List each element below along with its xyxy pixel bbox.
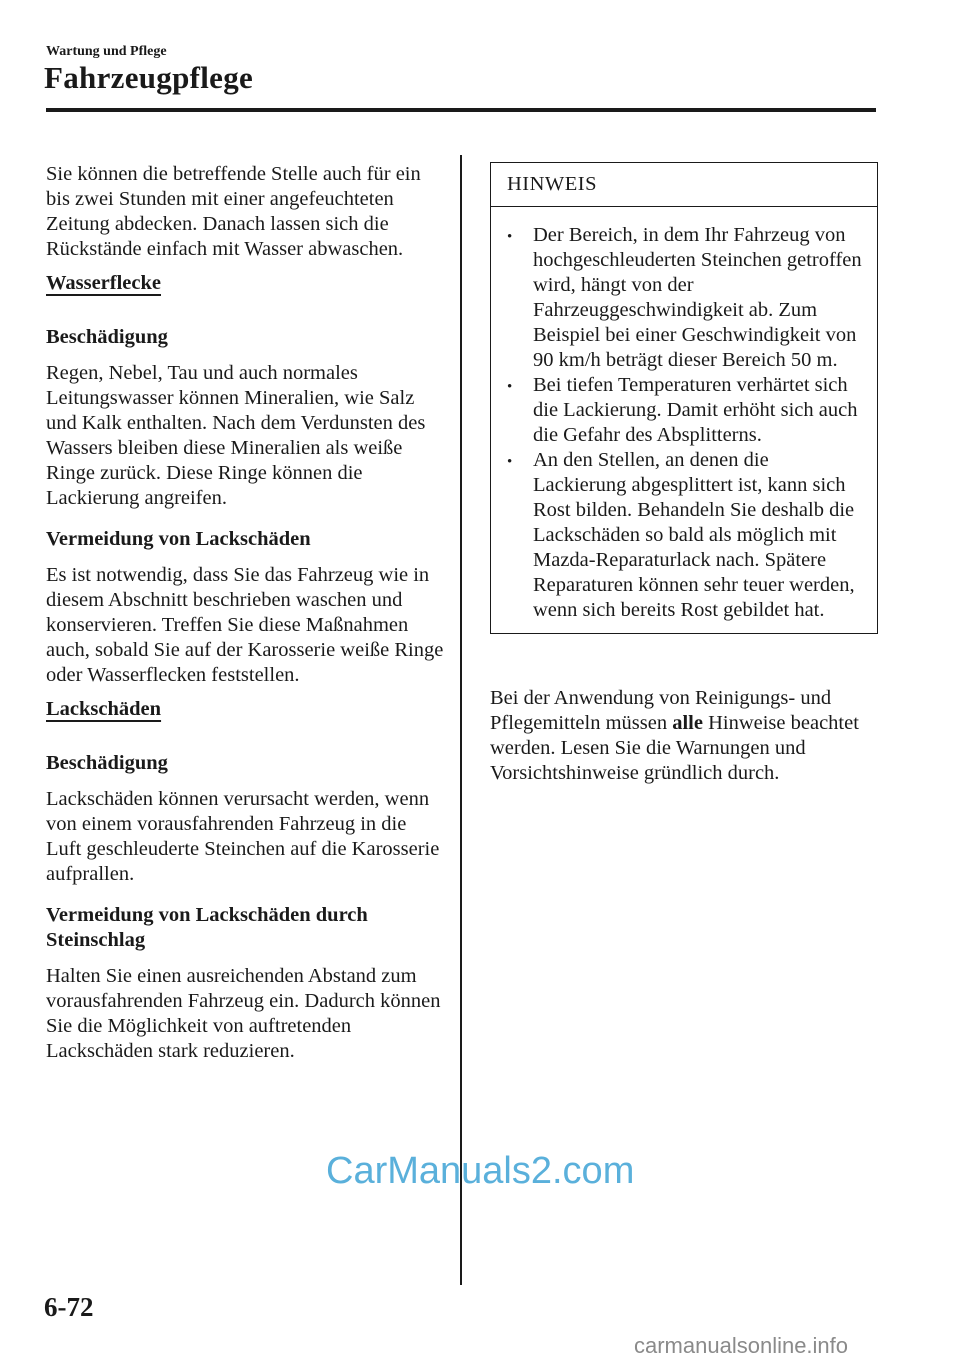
note-item bbox=[505, 373, 863, 448]
damage-heading: Beschädigung bbox=[46, 326, 168, 348]
damage-heading-2: Beschädigung bbox=[46, 752, 168, 774]
closing-emphasis: alle bbox=[672, 712, 703, 734]
note-box bbox=[490, 162, 878, 634]
prevention-heading-2: Vermeidung von Lackschäden durch Steinschlag bbox=[46, 904, 368, 951]
right-column bbox=[490, 162, 880, 786]
note-item-text: An den Stellen, an denen die Lackierung abgesplittert ist, kann sich Rost bilden. Behandeln Sie deshalb die Lackschäden so bald als möglich mit Mazda-Reparaturlack nach. Spätere Reparaturen können sehr teuer werden, wenn sich bereits Rost gebildet hat. bbox=[533, 449, 855, 621]
bullet-icon bbox=[505, 373, 533, 448]
prevention-heading: Vermeidung von Lackschäden bbox=[46, 528, 311, 550]
closing-text-after: Hinweise beachtet werden. Lesen Sie die Warnungen und Vorsichtshinweise gründlich durch. bbox=[490, 712, 859, 784]
column-divider bbox=[460, 155, 462, 1285]
page-number: 6-72 bbox=[44, 1292, 94, 1322]
damage-text: Regen, Nebel, Tau und auch normales Leitungswasser können Mineralien, wie Salz und Kalk enthalten. Nach dem Verdunsten des Wassers bleiben diese Mineralien als weiße Ringe zurück. Diese Ringe können die Lackierung angreifen. bbox=[46, 362, 426, 509]
closing-text-before: Bei der Anwendung von Reinigungs- und Pflegemitteln müssen bbox=[490, 687, 832, 734]
paint-damage-heading: Lackschäden bbox=[46, 698, 162, 720]
intro-paragraph: Sie können die betreffende Stelle auch für ein bis zwei Stunden mit einer angefeuchteten Zeitung abdecken. Danach lassen sich die Rückstände einfach mit Wasser abwaschen. bbox=[46, 163, 421, 260]
footer-brand: carmanualsonline.info bbox=[634, 1333, 849, 1358]
bullet-icon bbox=[505, 448, 533, 623]
water-spots-heading: Wasserflecke bbox=[46, 272, 161, 294]
note-item-text: Bei tiefen Temperaturen verhärtet sich die Lackierung. Damit erhöht sich auch die Gefahr des Absplitterns. bbox=[533, 374, 858, 446]
note-title: HINWEIS bbox=[491, 163, 877, 207]
damage-text-2: Lackschäden können verursacht werden, wenn von einem vorausfahrenden Fahrzeug in die Luft geschleuderte Steinchen auf die Karosserie aufprallen. bbox=[46, 788, 440, 885]
note-item-text: Der Bereich, in dem Ihr Fahrzeug von hochgeschleuderten Steinchen getroffen wird, hängt von der Fahrzeuggeschwindigkeit ab. Zum Beispiel bei einer Geschwindigkeit von 90 km/h beträgt dieser Bereich 50 m. bbox=[533, 224, 862, 371]
page-title: Fahrzeugpflege bbox=[44, 60, 254, 95]
left-column bbox=[46, 162, 446, 1064]
bullet-icon bbox=[505, 223, 533, 373]
prevention-text-2: Halten Sie einen ausreichenden Abstand zum vorausfahrenden Fahrzeug ein. Dadurch können Sie die Möglichkeit von auftretenden Lackschäden stark reduzieren. bbox=[46, 965, 441, 1062]
watermark-text: CarManuals2.com bbox=[326, 1150, 635, 1192]
note-item bbox=[505, 223, 863, 373]
section-label: Wartung und Pflege bbox=[46, 44, 167, 59]
header-rule bbox=[46, 108, 876, 112]
prevention-text: Es ist notwendig, dass Sie das Fahrzeug wie in diesem Abschnitt beschrieben waschen und konservieren. Treffen Sie diese Maßnahmen auch, sobald Sie auf der Karosserie weiße Ringe oder Wasserflecken feststellen. bbox=[46, 564, 444, 686]
closing-paragraph bbox=[490, 686, 880, 786]
note-body bbox=[491, 207, 877, 633]
note-item bbox=[505, 448, 863, 623]
